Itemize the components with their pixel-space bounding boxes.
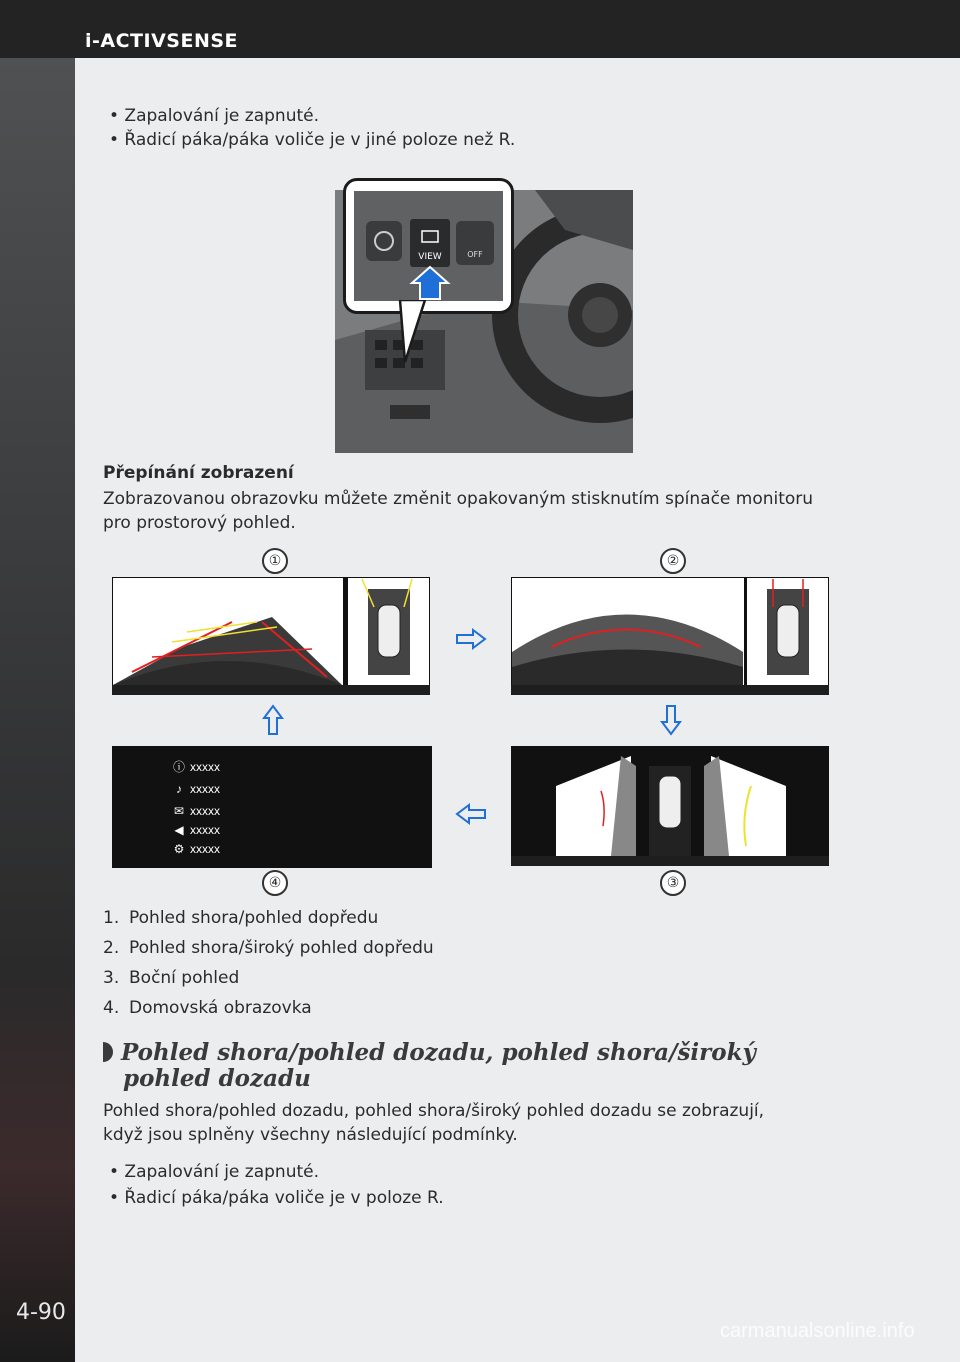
list-number: 1. [103, 908, 120, 928]
home-item-label: xxxxx [190, 782, 220, 796]
rear-text-line: Pohled shora/pohled dozadu, pohled shora/široký pohled dozadu se zobrazují, [103, 1101, 765, 1121]
home-item-label: xxxxx [190, 760, 220, 774]
views-section [103, 0, 873, 1300]
heading-marker-icon [103, 1042, 113, 1062]
list-number: 4. [103, 998, 120, 1018]
rear-heading-line: Pohled shora/pohled dozadu, pohled shora/široký [121, 1039, 756, 1066]
home-item-label: xxxxx [190, 804, 220, 818]
list-label: Boční pohled [129, 968, 240, 988]
list-item [103, 936, 434, 960]
switching-text-line: pro prostorový pohled. [103, 513, 296, 533]
marker-2: ② [660, 548, 686, 574]
switching-heading: Přepínání zobrazení [103, 463, 294, 483]
info-icon: ⓘ [172, 760, 185, 774]
list-label: Pohled shora/pohled dopředu [129, 908, 379, 928]
off-button-label: OFF [467, 250, 483, 259]
list-item [103, 996, 312, 1020]
section-title: i-ACTIVSENSE [85, 30, 239, 52]
condition-item: • Řadicí páka/páka voliče je v jiné poloze než R. [109, 130, 516, 150]
list-label: Pohled shora/široký pohled dopředu [129, 938, 434, 958]
list-item [103, 966, 239, 990]
list-item [103, 906, 378, 930]
list-label: Domovská obrazovka [129, 998, 312, 1018]
page-number: 4-90 [16, 1300, 66, 1325]
settings-icon: ⚙ [173, 842, 185, 856]
condition-item: • Řadicí páka/páka voliče je v poloze R. [109, 1188, 444, 1208]
condition-item: • Zapalování je zapnuté. [109, 106, 320, 126]
list-number: 3. [103, 968, 120, 988]
side-photo-strip [0, 58, 75, 1362]
home-item-label: xxxxx [190, 842, 220, 856]
watermark: carmanualsonline.info [720, 1320, 915, 1342]
marker-4: ④ [262, 870, 288, 896]
navigation-icon: ◀ [174, 823, 184, 837]
rear-text-line: když jsou splněny všechny následující podmínky. [103, 1125, 518, 1145]
home-item-label: xxxxx [190, 823, 220, 837]
marker-1: ① [262, 548, 288, 574]
music-icon: ♪ [176, 782, 182, 796]
message-icon: ✉ [173, 804, 185, 818]
condition-item: • Zapalování je zapnuté. [109, 1162, 320, 1182]
rear-heading-line: pohled dozadu [123, 1065, 311, 1092]
view-button-label: VIEW [418, 252, 442, 262]
switching-text-line: Zobrazovanou obrazovku můžete změnit opakovaným stisknutím spínače monitoru [103, 489, 814, 509]
marker-3: ③ [660, 870, 686, 896]
list-number: 2. [103, 938, 120, 958]
rear-heading [103, 1040, 756, 1066]
